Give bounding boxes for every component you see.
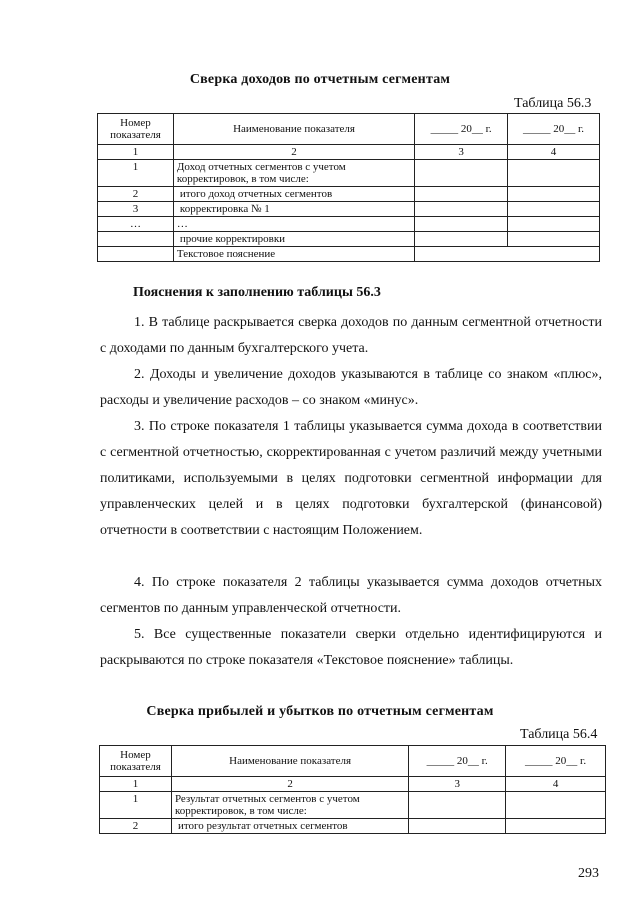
row-value (409, 792, 506, 819)
table1-header-period2: _____ 20__ г. (508, 114, 600, 145)
row-value (508, 202, 600, 217)
table1-header-name: Наименование показателя (173, 114, 414, 145)
row-name: корректировка № 1 (173, 202, 414, 217)
table2-colnum: 4 (506, 777, 606, 792)
table2-header-period2: _____ 20__ г. (506, 746, 606, 777)
row-num: 3 (98, 202, 174, 217)
table2-label: Таблица 56.4 (520, 727, 598, 742)
table2-header-name: Наименование показателя (171, 746, 408, 777)
table1-colnum: 2 (173, 145, 414, 160)
row-value (508, 187, 600, 202)
row-num: 2 (100, 819, 172, 834)
row-value (415, 217, 508, 232)
row-name: Доход отчетных сегментов с учетом корректировок, в том числе: (173, 160, 414, 187)
table-row (100, 819, 606, 834)
table1-colnum: 3 (415, 145, 508, 160)
table2-colnum: 1 (100, 777, 172, 792)
table1-colnum-row (98, 145, 600, 160)
row-name: … (173, 217, 414, 232)
paragraph: 5. Все существенные показатели сверки отдельно идентифицируются и раскрываются по строке показателя «Текстовое пояснение» таблицы. (100, 627, 602, 668)
row-name: прочие корректировки (173, 232, 414, 247)
table-row (98, 247, 600, 262)
row-name: итого результат отчетных сегментов (171, 819, 408, 834)
table1-title: Сверка доходов по отчетным сегментам (189, 72, 451, 87)
row-value (508, 217, 600, 232)
table2-colnum: 3 (409, 777, 506, 792)
row-num: 1 (98, 160, 174, 187)
table1-colnum: 4 (508, 145, 600, 160)
row-value (506, 792, 606, 819)
row-value (508, 160, 600, 187)
table1-header-num: Номер показателя (98, 114, 174, 145)
table-row (98, 160, 600, 187)
table-row (98, 202, 600, 217)
row-value (409, 819, 506, 834)
table1 (97, 113, 600, 262)
row-value (415, 202, 508, 217)
table2 (99, 745, 606, 834)
table-row (100, 792, 606, 819)
row-num (98, 247, 174, 262)
table2-colnum-row (100, 777, 606, 792)
table-row (98, 187, 600, 202)
table2-header-row (100, 746, 606, 777)
paragraph: 3. По строке показателя 1 таблицы указывается сумма дохода в соответствии с сегментной отчетностью, скорректированная с учетом различий между учетными политиками, используемыми в целях подготовки сегментной информации для управленческих целей и в целях подготовки бухгалтерской (финансовой) отчетности в соответствии с настоящим Положением. (100, 419, 602, 538)
row-num: … (98, 217, 174, 232)
table-row (98, 217, 600, 232)
page-number: 293 (578, 866, 599, 881)
table2-title: Сверка прибылей и убытков по отчетным сегментам (146, 704, 494, 719)
table2-colnum: 2 (171, 777, 408, 792)
paragraph: 1. В таблице раскрывается сверка доходов по данным сегментной отчетности с доходами по данным бухгалтерского учета. (100, 315, 602, 356)
row-name: Результат отчетных сегментов с учетом корректировок, в том числе: (171, 792, 408, 819)
paragraph: 2. Доходы и увеличение доходов указываются в таблице со знаком «плюс», расходы и увеличение расходов – со знаком «минус». (100, 367, 602, 408)
table1-header-period1: _____ 20__ г. (415, 114, 508, 145)
row-num (98, 232, 174, 247)
table1-colnum: 1 (98, 145, 174, 160)
table2-header-period1: _____ 20__ г. (409, 746, 506, 777)
explanations-heading: Пояснения к заполнению таблицы 56.3 (133, 285, 381, 300)
row-value (506, 819, 606, 834)
row-value (415, 247, 600, 262)
paragraph: 4. По строке показателя 2 таблицы указывается сумма доходов отчетных сегментов по данным управленческой отчетности. (100, 575, 602, 616)
row-value (508, 232, 600, 247)
row-name: итого доход отчетных сегментов (173, 187, 414, 202)
table-row (98, 232, 600, 247)
table1-header-row (98, 114, 600, 145)
row-value (415, 187, 508, 202)
row-name: Текстовое пояснение (173, 247, 414, 262)
row-value (415, 232, 508, 247)
row-num: 1 (100, 792, 172, 819)
table2-header-num: Номер показателя (100, 746, 172, 777)
table1-label: Таблица 56.3 (514, 96, 592, 111)
row-value (415, 160, 508, 187)
row-num: 2 (98, 187, 174, 202)
